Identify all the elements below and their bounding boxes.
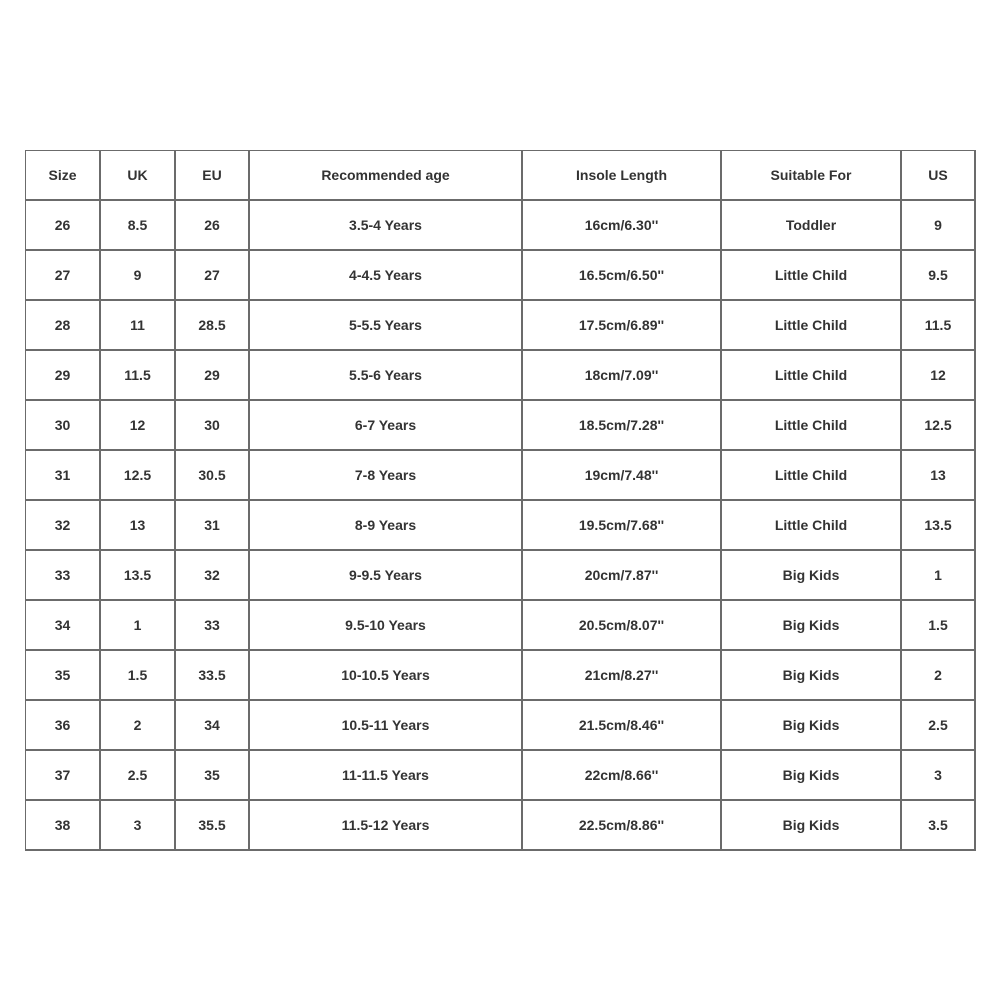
cell-suitable-for: Little Child	[722, 501, 902, 551]
cell-insole-length: 16cm/6.30''	[523, 201, 722, 251]
header-cell-recommended-age: Recommended age	[250, 151, 523, 201]
cell-insole-length: 21cm/8.27''	[523, 651, 722, 701]
table-row	[26, 751, 976, 801]
cell-eu: 35	[176, 751, 250, 801]
table-row	[26, 351, 976, 401]
cell-recommended-age: 4-4.5 Years	[250, 251, 523, 301]
cell-suitable-for: Big Kids	[722, 601, 902, 651]
cell-eu: 33.5	[176, 651, 250, 701]
cell-suitable-for: Toddler	[722, 201, 902, 251]
cell-recommended-age: 5-5.5 Years	[250, 301, 523, 351]
cell-us: 3	[902, 751, 976, 801]
cell-recommended-age: 10-10.5 Years	[250, 651, 523, 701]
cell-eu: 26	[176, 201, 250, 251]
cell-suitable-for: Little Child	[722, 351, 902, 401]
cell-uk: 13	[101, 501, 176, 551]
cell-recommended-age: 9-9.5 Years	[250, 551, 523, 601]
cell-size: 33	[26, 551, 101, 601]
cell-uk: 2.5	[101, 751, 176, 801]
cell-size: 32	[26, 501, 101, 551]
cell-recommended-age: 5.5-6 Years	[250, 351, 523, 401]
cell-eu: 34	[176, 701, 250, 751]
cell-insole-length: 22.5cm/8.86''	[523, 801, 722, 851]
cell-suitable-for: Big Kids	[722, 651, 902, 701]
cell-suitable-for: Little Child	[722, 451, 902, 501]
cell-uk: 11	[101, 301, 176, 351]
cell-suitable-for: Big Kids	[722, 801, 902, 851]
cell-insole-length: 22cm/8.66''	[523, 751, 722, 801]
cell-uk: 12	[101, 401, 176, 451]
cell-suitable-for: Big Kids	[722, 701, 902, 751]
table-header	[26, 151, 976, 201]
cell-eu: 29	[176, 351, 250, 401]
cell-us: 12	[902, 351, 976, 401]
cell-us: 1	[902, 551, 976, 601]
cell-recommended-age: 9.5-10 Years	[250, 601, 523, 651]
cell-us: 12.5	[902, 401, 976, 451]
cell-us: 13.5	[902, 501, 976, 551]
cell-us: 3.5	[902, 801, 976, 851]
cell-us: 2.5	[902, 701, 976, 751]
cell-size: 35	[26, 651, 101, 701]
cell-suitable-for: Little Child	[722, 251, 902, 301]
cell-eu: 35.5	[176, 801, 250, 851]
cell-insole-length: 19cm/7.48''	[523, 451, 722, 501]
cell-recommended-age: 3.5-4 Years	[250, 201, 523, 251]
cell-eu: 30.5	[176, 451, 250, 501]
table-row	[26, 701, 976, 751]
cell-size: 30	[26, 401, 101, 451]
cell-recommended-age: 8-9 Years	[250, 501, 523, 551]
table-body	[26, 201, 976, 851]
cell-uk: 2	[101, 701, 176, 751]
table-row	[26, 251, 976, 301]
cell-eu: 28.5	[176, 301, 250, 351]
cell-recommended-age: 11.5-12 Years	[250, 801, 523, 851]
cell-insole-length: 18.5cm/7.28''	[523, 401, 722, 451]
cell-eu: 30	[176, 401, 250, 451]
header-cell-us: US	[902, 151, 976, 201]
header-cell-insole-length: Insole Length	[523, 151, 722, 201]
cell-suitable-for: Little Child	[722, 401, 902, 451]
cell-eu: 33	[176, 601, 250, 651]
cell-us: 1.5	[902, 601, 976, 651]
cell-recommended-age: 7-8 Years	[250, 451, 523, 501]
cell-size: 38	[26, 801, 101, 851]
cell-recommended-age: 6-7 Years	[250, 401, 523, 451]
cell-us: 9.5	[902, 251, 976, 301]
cell-size: 28	[26, 301, 101, 351]
cell-size: 26	[26, 201, 101, 251]
table-row	[26, 601, 976, 651]
cell-size: 27	[26, 251, 101, 301]
cell-uk: 12.5	[101, 451, 176, 501]
cell-uk: 3	[101, 801, 176, 851]
cell-recommended-age: 10.5-11 Years	[250, 701, 523, 751]
cell-insole-length: 21.5cm/8.46''	[523, 701, 722, 751]
cell-eu: 27	[176, 251, 250, 301]
cell-insole-length: 18cm/7.09''	[523, 351, 722, 401]
cell-insole-length: 20.5cm/8.07''	[523, 601, 722, 651]
cell-suitable-for: Little Child	[722, 301, 902, 351]
table-row	[26, 301, 976, 351]
cell-us: 2	[902, 651, 976, 701]
cell-size: 34	[26, 601, 101, 651]
table-row	[26, 201, 976, 251]
cell-us: 11.5	[902, 301, 976, 351]
cell-suitable-for: Big Kids	[722, 551, 902, 601]
header-cell-uk: UK	[101, 151, 176, 201]
cell-insole-length: 17.5cm/6.89''	[523, 301, 722, 351]
cell-us: 13	[902, 451, 976, 501]
cell-suitable-for: Big Kids	[722, 751, 902, 801]
cell-uk: 9	[101, 251, 176, 301]
cell-insole-length: 19.5cm/7.68''	[523, 501, 722, 551]
table-row	[26, 651, 976, 701]
header-cell-suitable-for: Suitable For	[722, 151, 902, 201]
cell-size: 29	[26, 351, 101, 401]
cell-uk: 11.5	[101, 351, 176, 401]
cell-uk: 1.5	[101, 651, 176, 701]
header-cell-eu: EU	[176, 151, 250, 201]
cell-recommended-age: 11-11.5 Years	[250, 751, 523, 801]
cell-size: 36	[26, 701, 101, 751]
cell-insole-length: 20cm/7.87''	[523, 551, 722, 601]
table-row	[26, 551, 976, 601]
table-row	[26, 451, 976, 501]
size-chart-table	[25, 150, 976, 851]
cell-size: 31	[26, 451, 101, 501]
table-row	[26, 501, 976, 551]
cell-uk: 13.5	[101, 551, 176, 601]
cell-us: 9	[902, 201, 976, 251]
cell-eu: 31	[176, 501, 250, 551]
cell-eu: 32	[176, 551, 250, 601]
cell-size: 37	[26, 751, 101, 801]
header-cell-size: Size	[26, 151, 101, 201]
table-row	[26, 801, 976, 851]
table-row	[26, 401, 976, 451]
cell-uk: 1	[101, 601, 176, 651]
header-row	[26, 151, 976, 201]
cell-uk: 8.5	[101, 201, 176, 251]
cell-insole-length: 16.5cm/6.50''	[523, 251, 722, 301]
